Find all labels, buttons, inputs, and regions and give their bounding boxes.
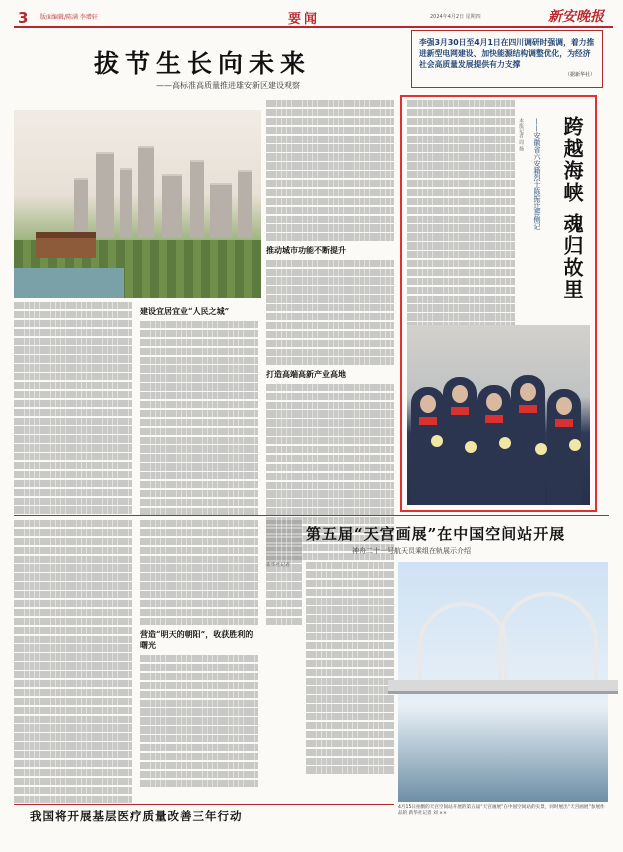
subhead-dawn: 营造“明天的朝阳”，收获胜利的曙光 (140, 629, 254, 651)
subhead-city-function: 推动城市功能不断提升 (266, 244, 346, 255)
summary-text: 李强3月30日至4月1日在四川调研时强调，着力推进新型电网建设、加快能源结构调整优化，为经济社会高质量发展提供有力支撑 (419, 38, 595, 69)
space-headline: 第五届“天宫画展”在中国空间站开展 (306, 525, 566, 543)
medical-headline: 我国将开展基层医疗质量改善三年行动 (30, 809, 243, 823)
feature-title: 跨越海峡 魂归故里 (560, 116, 584, 301)
bridge-photo (398, 562, 608, 802)
page-number: 3 (18, 9, 29, 27)
city-skyline-photo (14, 110, 261, 298)
lead-subhead: ——高标准高质量推进雄安新区建设观察 (156, 81, 300, 90)
feature-subtitle: ——安徽省六安籍烈士陈振迁葬侧记 (533, 118, 541, 230)
lead-column-3 (266, 100, 394, 568)
students-photo (407, 325, 590, 505)
lower-column-2 (140, 520, 258, 800)
bottom-divider (14, 804, 394, 805)
lower-column-3 (266, 520, 302, 800)
section-title: 要闻 (288, 12, 321, 27)
lead-column-2 (140, 302, 258, 512)
subhead-industry: 打造高端高新产业高地 (266, 368, 346, 379)
lead-column-1 (14, 302, 132, 512)
feature-byline: 本报记者 周 扬 (518, 118, 524, 152)
space-subhead: 神舟二十一号航天员乘组在轨展示介绍 (352, 547, 471, 555)
byline-xinhua: 新华社记者 (266, 562, 290, 568)
newspaper-logo: 新安晚报 (548, 9, 604, 25)
bridge-caption: 4月15日拍摄的天宫空间站开展的第五届“天宫画展”在中国空间站的实景，同时展出“天宫画展”参展作品的 新华社记者 刘 ×× (398, 805, 605, 816)
lower-column-1 (14, 520, 132, 800)
subhead-livable-city: 建设宜居宜业“人民之城” (140, 306, 230, 316)
summary-box (411, 30, 603, 88)
summary-source: （据新华社） (564, 72, 595, 78)
section-divider (14, 515, 609, 516)
feature-column (407, 100, 515, 322)
lead-headline: 拔节生长向未来 (94, 49, 312, 78)
page-info: 版面编辑/陈满 李增轩 (40, 14, 98, 21)
space-column (306, 562, 394, 802)
issue-date: 2024年4月2日 星期四 (430, 14, 481, 20)
